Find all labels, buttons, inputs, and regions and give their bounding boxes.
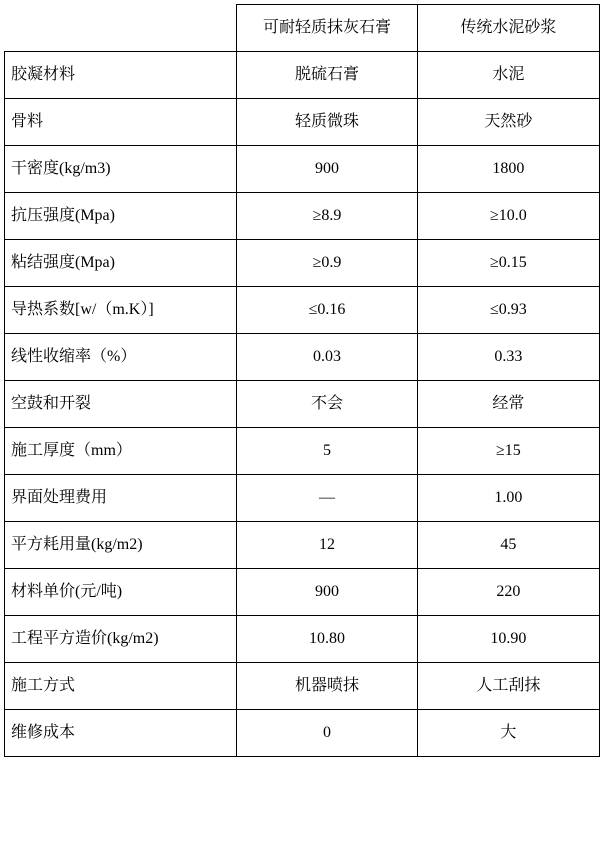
- row-value-a: ≥8.9: [237, 193, 417, 240]
- table-row: [5, 334, 600, 381]
- row-value-a: ≥0.9: [237, 240, 417, 287]
- row-label: 骨料: [5, 99, 237, 146]
- row-value-a: 不会: [237, 381, 417, 428]
- table-row: [5, 428, 600, 475]
- row-label: 粘结强度(Mpa): [5, 240, 237, 287]
- row-value-b: 人工刮抹: [417, 663, 599, 710]
- table-row: [5, 240, 600, 287]
- table-row: [5, 146, 600, 193]
- row-value-b: 45: [417, 522, 599, 569]
- row-label: 维修成本: [5, 710, 237, 757]
- row-value-b: ≤0.93: [417, 287, 599, 334]
- header-cell-product-b: 传统水泥砂浆: [417, 5, 599, 52]
- row-value-b: 水泥: [417, 52, 599, 99]
- table-row: [5, 710, 600, 757]
- row-value-b: 经常: [417, 381, 599, 428]
- table-row: [5, 381, 600, 428]
- table-header-row: [5, 5, 600, 52]
- row-value-a: 轻质微珠: [237, 99, 417, 146]
- table-row: [5, 99, 600, 146]
- row-label: 线性收缩率（%）: [5, 334, 237, 381]
- row-value-b: 220: [417, 569, 599, 616]
- row-value-b: ≥0.15: [417, 240, 599, 287]
- table-row: [5, 522, 600, 569]
- row-value-a: 0: [237, 710, 417, 757]
- row-value-b: 1.00: [417, 475, 599, 522]
- row-value-a: ≤0.16: [237, 287, 417, 334]
- table-row: [5, 475, 600, 522]
- row-label: 材料单价(元/吨): [5, 569, 237, 616]
- row-value-a: 5: [237, 428, 417, 475]
- comparison-table: [4, 4, 600, 757]
- row-label: 胶凝材料: [5, 52, 237, 99]
- row-label: 施工方式: [5, 663, 237, 710]
- row-value-a: 机器喷抹: [237, 663, 417, 710]
- row-value-b: 10.90: [417, 616, 599, 663]
- row-value-a: —: [237, 475, 417, 522]
- row-value-a: 12: [237, 522, 417, 569]
- table-row: [5, 616, 600, 663]
- row-label: 空鼓和开裂: [5, 381, 237, 428]
- row-label: 抗压强度(Mpa): [5, 193, 237, 240]
- row-label: 界面处理费用: [5, 475, 237, 522]
- row-value-b: ≥10.0: [417, 193, 599, 240]
- table-row: [5, 193, 600, 240]
- header-cell-blank: [5, 5, 237, 52]
- row-value-b: 0.33: [417, 334, 599, 381]
- header-cell-product-a: 可耐轻质抹灰石膏: [237, 5, 417, 52]
- row-value-b: ≥15: [417, 428, 599, 475]
- table-row: [5, 663, 600, 710]
- row-value-a: 0.03: [237, 334, 417, 381]
- row-label: 平方耗用量(kg/m2): [5, 522, 237, 569]
- row-label: 导热系数[w/（m.K）]: [5, 287, 237, 334]
- table-row: [5, 52, 600, 99]
- row-value-a: 900: [237, 569, 417, 616]
- table-row: [5, 569, 600, 616]
- row-value-b: 大: [417, 710, 599, 757]
- row-value-a: 900: [237, 146, 417, 193]
- table-row: [5, 287, 600, 334]
- row-value-b: 天然砂: [417, 99, 599, 146]
- row-label: 施工厚度（mm）: [5, 428, 237, 475]
- row-value-b: 1800: [417, 146, 599, 193]
- row-value-a: 脱硫石膏: [237, 52, 417, 99]
- row-label: 工程平方造价(kg/m2): [5, 616, 237, 663]
- row-value-a: 10.80: [237, 616, 417, 663]
- row-label: 干密度(kg/m3): [5, 146, 237, 193]
